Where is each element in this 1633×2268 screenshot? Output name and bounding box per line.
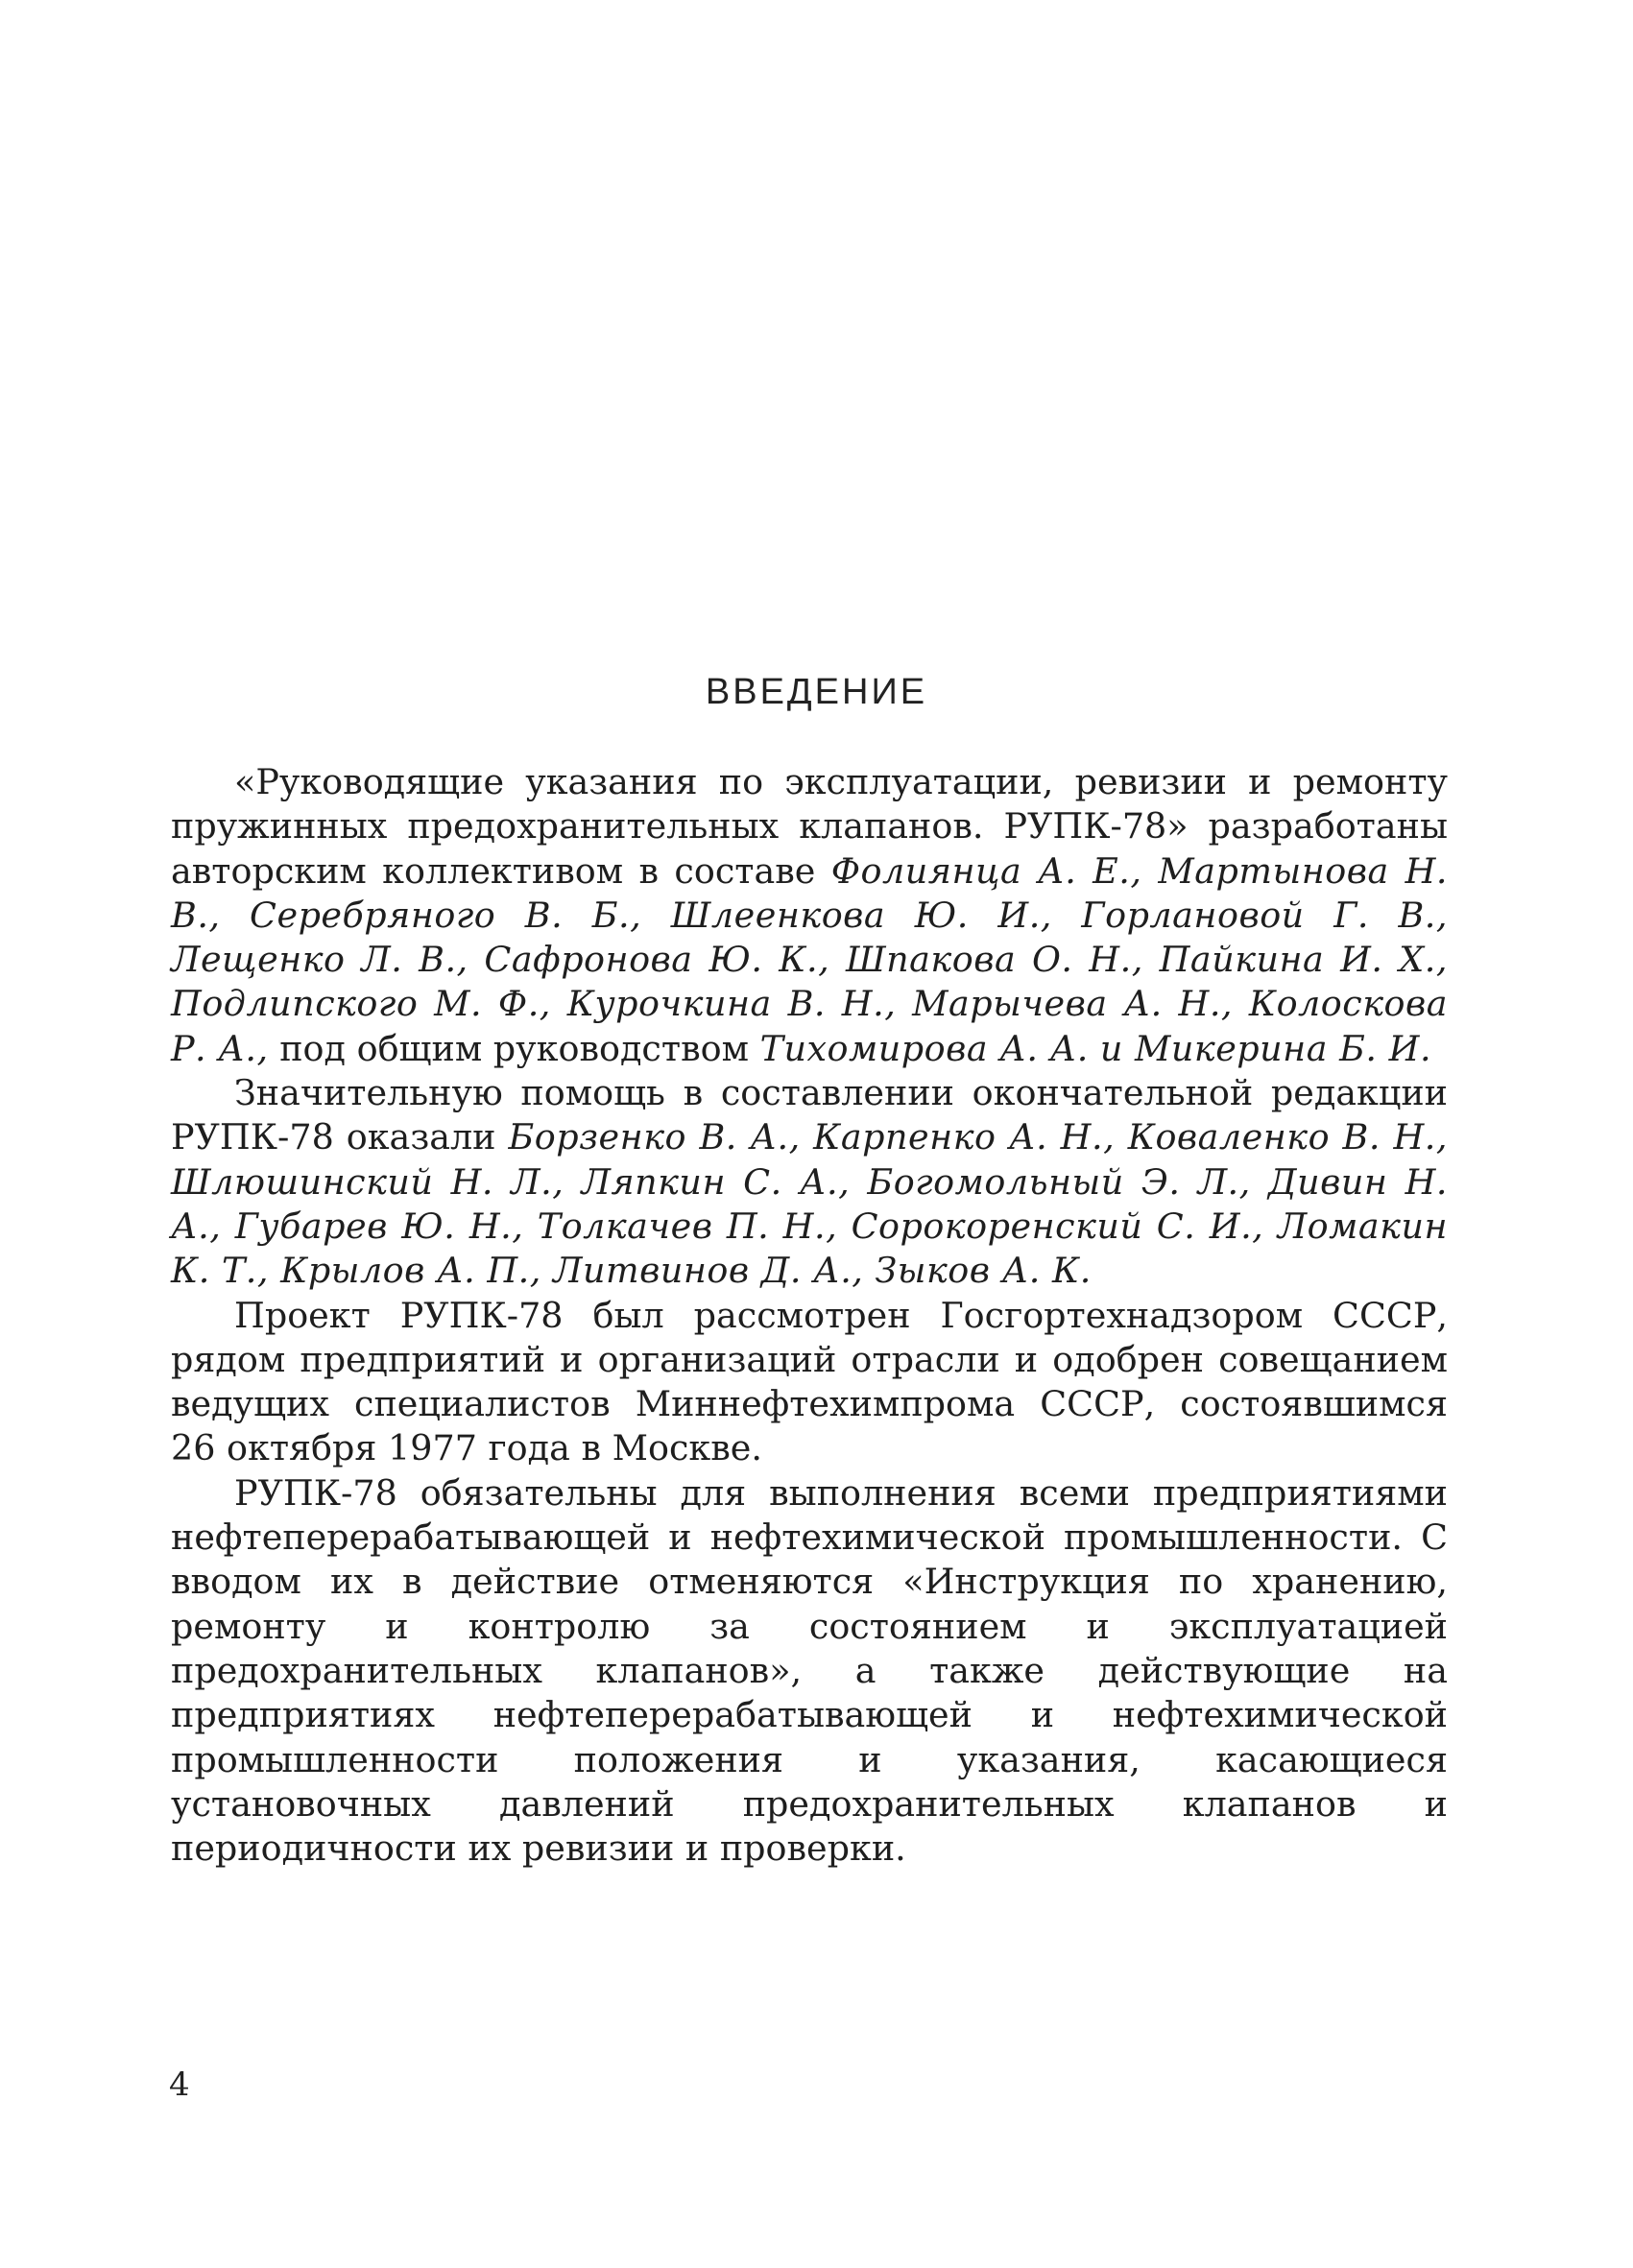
section-heading: ВВЕДЕНИЕ	[705, 672, 928, 712]
paragraph-review: Проект РУПК-78 был рассмотрен Госгортехнадзором СССР, рядом предприятий и организаций отрасли и одобрен совещанием ведущих специалистов Миннефтехимпрома СССР, состоявшимся 26 октября 1977 года в Москве.	[171, 1294, 1448, 1469]
paragraph-helpers	[171, 1071, 1448, 1293]
paragraph1-intro: «Руководящие указания по эксплуатации, ревизии и ремонту пружинных предохранительных клапанов. РУПК-78» разработаны авторским коллективом в составе	[171, 761, 1448, 892]
paragraph-obligation: РУПК-78 обязательны для выполнения всеми предприятиями нефтеперерабатывающей и нефтехимической промышленности. С вводом их в действие отменяются «Инструкция по хранению, ремонту и контролю за состоянием и эксплуатацией предохранительных клапанов», а также действующие на предприятиях нефтеперерабатывающей и нефтехимической промышленности положения и указания, касающиеся установочных давлений предохранительных клапанов и периодичности их ревизии и проверки.	[171, 1471, 1448, 1870]
helpers-list: Борзенко В. А., Карпенко А. Н., Коваленко В. Н., Шлюшинский Н. Л., Ляпкин С. А., Богомольный Э. Л., Дивин Н. А., Губарев Ю. Н., Толкачев П. Н., Сорокоренский С. И., Ломакин К. Т., Крылов А. П., Литвинов Д. А., Зыков А. К.	[171, 1116, 1448, 1292]
page-number: 4	[169, 2065, 190, 2104]
paragraph-authors	[171, 760, 1448, 1071]
paragraph1-middle: под общим руководством	[268, 1027, 760, 1069]
paragraph2-intro: Значительную помощь в составлении окончательной редакции РУПК-78 оказали	[171, 1072, 1448, 1158]
authors-list: Фолиянца А. Е., Мартынова Н. В., Серебряного В. Б., Шлеенкова Ю. И., Горлановой Г. В., Лещенко Л. В., Сафронова Ю. К., Шпакова О. Н., Пайкина И. Х., Подлипского М. Ф., Курочкина В. Н., Марычева А. Н., Колоскова Р. А.,	[171, 849, 1448, 1069]
leaders-list: Тихомирова А. А. и Микерина Б. И.	[759, 1027, 1432, 1069]
body-text	[171, 760, 1448, 1871]
